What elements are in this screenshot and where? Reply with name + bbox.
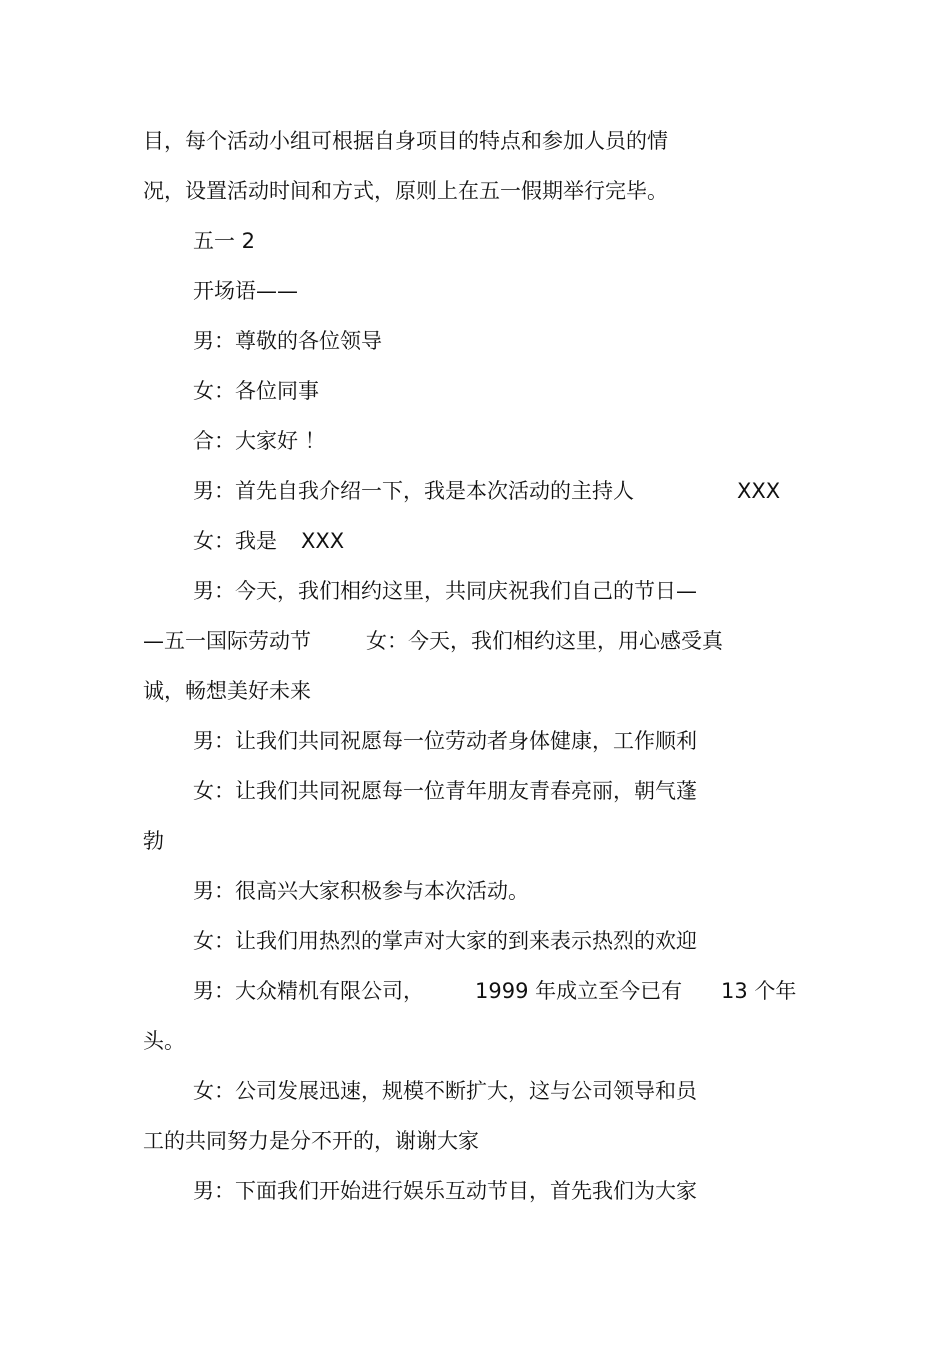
dialogue-line: 男：尊敬的各位领导: [193, 329, 382, 353]
dialogue-line: [193, 476, 813, 506]
dialogue-line: 合：大家好 ！: [193, 429, 326, 453]
dialogue-line: 男：下面我们开始进行娱乐互动节目，首先我们为大家: [193, 1179, 697, 1203]
dialogue-line: 女：各位同事: [193, 379, 319, 403]
dialogue-line: [193, 526, 493, 556]
text-line: 开场语——: [193, 279, 298, 303]
dialogue-line: 女：让我们共同祝愿每一位青年朋友青春亮丽，朝气蓬: [193, 779, 697, 803]
text-line: [143, 626, 783, 656]
line-segment: 13 个年: [721, 979, 797, 1003]
dialogue-line: 女：让我们用热烈的掌声对大家的到来表示热烈的欢迎: [193, 929, 697, 953]
text-line: 工的共同努力是分不开的，谢谢大家: [143, 1129, 479, 1153]
text-line: 况，设置活动时间和方式，原则上在五一假期举行完毕。: [143, 179, 668, 203]
line-segment: 男：首先自我介绍一下，我是本次活动的主持人: [193, 479, 634, 503]
text-line: 目，每个活动小组可根据自身项目的特点和参加人员的情: [143, 129, 668, 153]
text-line: 五一 2: [193, 229, 256, 253]
dialogue-line: [193, 976, 833, 1006]
line-segment: 女：我是: [193, 529, 277, 553]
dialogue-line: 女：公司发展迅速，规模不断扩大，这与公司领导和员: [193, 1079, 697, 1103]
dialogue-line: 男：今天，我们相约这里，共同庆祝我们自己的节日—: [193, 579, 697, 603]
text-line: 诚，畅想美好未来: [143, 679, 311, 703]
text-line: 勃: [143, 829, 164, 853]
dialogue-line: 男：让我们共同祝愿每一位劳动者身体健康，工作顺利: [193, 729, 697, 753]
dialogue-line: 男：很高兴大家积极参与本次活动。: [193, 879, 529, 903]
line-segment: XXX: [737, 479, 781, 503]
text-line: 头。: [143, 1029, 185, 1053]
line-segment: —五一国际劳动节: [143, 629, 311, 653]
line-segment: 1999 年成立至今已有: [475, 979, 683, 1003]
line-segment: XXX: [301, 529, 345, 553]
line-segment: 男：大众精机有限公司，: [193, 979, 424, 1003]
line-segment: 女：今天，我们相约这里，用心感受真: [366, 629, 723, 653]
